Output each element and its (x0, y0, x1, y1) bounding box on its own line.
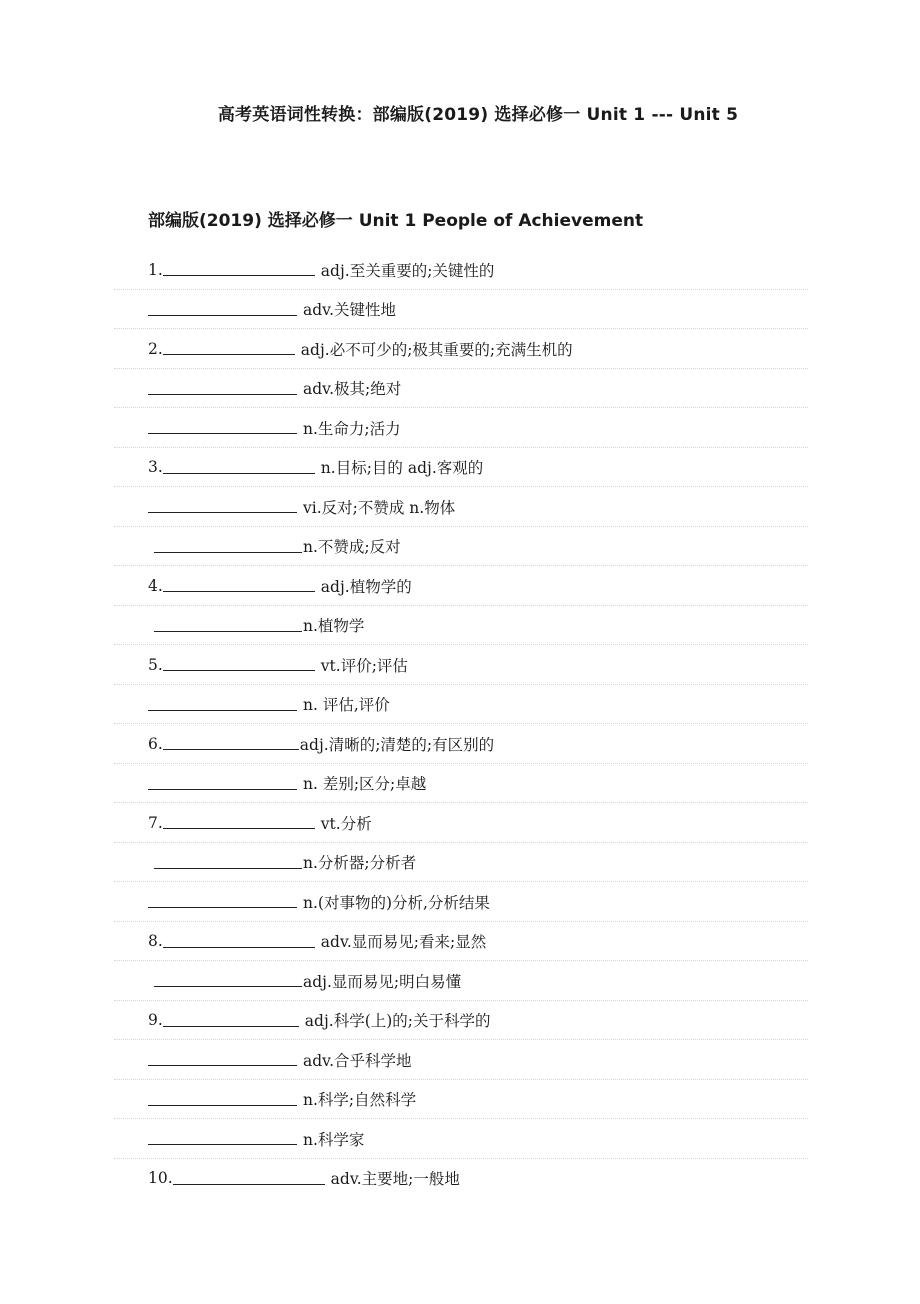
list-item (148, 922, 808, 962)
item-definition: n.植物学 (303, 617, 365, 636)
item-definition: vt.分析 (320, 814, 372, 833)
answer-blank[interactable] (148, 893, 297, 908)
item-definition: adj.清晰的;清楚的;有区别的 (299, 735, 495, 754)
answer-blank[interactable] (148, 696, 297, 711)
list-item (148, 1040, 808, 1080)
item-definition: adv.极其;绝对 (303, 380, 402, 399)
item-number: 6. (148, 734, 163, 753)
list-item (148, 764, 808, 804)
answer-blank[interactable] (163, 577, 315, 592)
list-item (148, 843, 808, 883)
list-item (148, 527, 808, 567)
list-item (148, 1080, 808, 1120)
list-item (148, 882, 808, 922)
answer-blank[interactable] (173, 1170, 325, 1185)
item-definition: n.不赞成;反对 (303, 538, 401, 557)
list-item (148, 1119, 808, 1159)
answer-blank[interactable] (154, 538, 302, 553)
item-definition: n.科学;自然科学 (303, 1091, 417, 1110)
item-definition: n.生命力;活力 (303, 419, 401, 438)
item-definition: n. 评估,评价 (303, 696, 390, 715)
list-item (148, 685, 808, 725)
list-item (148, 803, 808, 843)
document-title: 高考英语词性转换：部编版(2019) 选择必修一 Unit 1 --- Unit 5 (217, 105, 739, 125)
item-definition: adj.必不可少的;极其重要的;充满生机的 (300, 340, 573, 359)
answer-blank[interactable] (163, 735, 299, 750)
item-number: 1. (148, 260, 163, 279)
list-item (148, 329, 808, 369)
answer-blank[interactable] (163, 933, 315, 948)
list-item (148, 1159, 808, 1199)
list-item (148, 1001, 808, 1041)
list-item (148, 487, 808, 527)
item-definition: n.分析器;分析者 (303, 854, 417, 873)
vocabulary-list (148, 250, 808, 1198)
answer-blank[interactable] (163, 261, 315, 276)
item-definition: adv.合乎科学地 (303, 1051, 412, 1070)
item-definition: vt.评价;评估 (320, 656, 408, 675)
item-number: 4. (148, 576, 163, 595)
answer-blank[interactable] (148, 1130, 297, 1145)
item-definition: n.目标;目的 adj.客观的 (320, 459, 484, 478)
answer-blank[interactable] (163, 656, 315, 671)
list-item (148, 448, 808, 488)
item-number: 2. (148, 339, 163, 358)
answer-blank[interactable] (154, 972, 302, 987)
item-number: 5. (148, 655, 163, 674)
answer-blank[interactable] (148, 380, 297, 395)
list-item (148, 408, 808, 448)
item-number: 7. (148, 813, 163, 832)
list-item (148, 290, 808, 330)
list-item (148, 369, 808, 409)
item-definition: adv.主要地;一般地 (330, 1170, 460, 1189)
item-number: 3. (148, 458, 163, 477)
list-item (148, 724, 808, 764)
list-item (148, 606, 808, 646)
item-definition: adv.显而易见;看来;显然 (320, 933, 487, 952)
answer-blank[interactable] (163, 1012, 299, 1027)
item-number: 10. (148, 1169, 173, 1188)
item-number: 9. (148, 1011, 163, 1030)
item-definition: vi.反对;不赞成 n.物体 (303, 498, 456, 517)
item-definition: adj.显而易见;明白易懂 (303, 972, 462, 991)
answer-blank[interactable] (148, 775, 297, 790)
answer-blank[interactable] (148, 1051, 297, 1066)
answer-blank[interactable] (154, 854, 302, 869)
item-definition: adj.科学(上)的;关于科学的 (304, 1012, 491, 1031)
list-item (148, 645, 808, 685)
item-definition: adj.植物学的 (320, 577, 412, 596)
list-item (148, 566, 808, 606)
answer-blank[interactable] (148, 498, 297, 513)
item-number: 8. (148, 932, 163, 951)
answer-blank[interactable] (148, 301, 297, 316)
item-definition: n.科学家 (303, 1130, 365, 1149)
answer-blank[interactable] (163, 814, 315, 829)
item-definition: adj.至关重要的;关键性的 (320, 261, 495, 280)
item-definition: adv.关键性地 (303, 301, 397, 320)
answer-blank[interactable] (148, 419, 297, 434)
item-definition: n.(对事物的)分析,分析结果 (303, 893, 490, 912)
answer-blank[interactable] (163, 459, 315, 474)
item-definition: n. 差别;区分;卓越 (303, 775, 427, 794)
answer-blank[interactable] (148, 1091, 297, 1106)
list-item (148, 250, 808, 290)
section-heading: 部编版(2019) 选择必修一 Unit 1 People of Achievement (148, 211, 644, 231)
answer-blank[interactable] (154, 617, 302, 632)
list-item (148, 961, 808, 1001)
answer-blank[interactable] (163, 340, 295, 355)
